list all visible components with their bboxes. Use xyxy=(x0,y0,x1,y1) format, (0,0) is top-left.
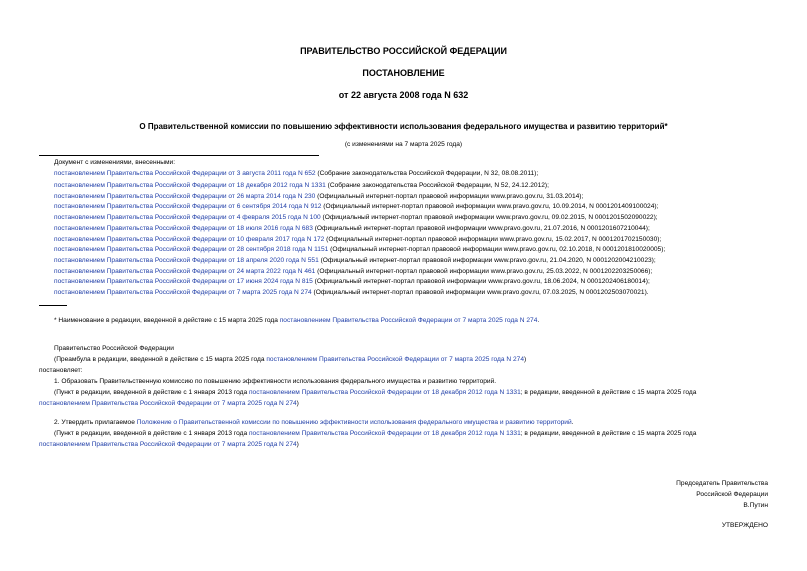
note-text: (Пункт в редакции, введенной в действие с 1 января 2013 года xyxy=(54,430,249,437)
amendment-link[interactable]: постановлением Правительства Российской Федерации от 6 сентября 2014 года N 912 xyxy=(54,203,322,210)
list-item xyxy=(54,194,583,201)
footnote-rule xyxy=(39,305,67,306)
amendment-source: (Официальный интернет-портал правовой информации www.pravo.gov.ru, 25.03.2022, N 0001202203250066); xyxy=(315,268,653,275)
changes-top-rule xyxy=(39,155,319,156)
list-item xyxy=(54,183,549,190)
amendment-source: (Официальный интернет-портал правовой информации www.pravo.gov.ru, 09.02.2015, N 0001201502090022); xyxy=(320,214,658,221)
paragraph-2-text: 2. Утвердить прилагаемое xyxy=(54,419,137,426)
paragraph-2-note-cont xyxy=(39,442,299,449)
amendment-link[interactable]: постановлением Правительства Российской Федерации от 7 марта 2025 года N 274 xyxy=(54,289,312,296)
amendment-source: (Собрание законодательства Российской Федерации, N 52, 24.12.2012); xyxy=(325,182,549,189)
preamble-link[interactable]: постановлением Правительства Российской Федерации от 7 марта 2025 года N 274 xyxy=(266,356,524,363)
amendment-source: (Официальный интернет-портал правовой информации www.pravo.gov.ru, 15.02.2017, N 0001201702150030); xyxy=(324,236,662,243)
amendment-link[interactable]: постановлением Правительства Российской Федерации от 18 декабря 2012 года N 1331 xyxy=(54,182,326,189)
note-link[interactable]: постановлением Правительства Российской Федерации от 18 декабря 2012 года N 1331 xyxy=(248,389,521,396)
amendment-source: (Официальный интернет-портал правовой информации www.pravo.gov.ru, 21.07.2016, N 0001201607210044); xyxy=(312,225,650,232)
amendment-link[interactable]: постановлением Правительства Российской Федерации от 3 августа 2011 года N 652 xyxy=(54,170,316,177)
paragraph-1-note xyxy=(54,390,696,397)
amendment-source: (Официальный интернет-портал правовой информации www.pravo.gov.ru, 21.04.2020, N 0001202004210023); xyxy=(318,257,656,264)
paragraph-2-end: . xyxy=(571,419,574,426)
note-end: ) xyxy=(296,400,299,407)
amendment-link[interactable]: постановлением Правительства Российской Федерации от 18 апреля 2020 года N 551 xyxy=(54,257,319,264)
amendment-source: (Официальный интернет-портал правовой информации www.pravo.gov.ru, 07.03.2025, N 0001202503070021). xyxy=(311,289,649,296)
list-item xyxy=(54,247,665,254)
footnote-link[interactable]: постановлением Правительства Российской Федерации от 7 марта 2025 года N 274 xyxy=(279,317,538,324)
document-type: ПОСТАНОВЛЕНИЕ xyxy=(362,68,445,78)
preamble-text: (Преамбула в редакции, введенной в действие с 15 марта 2025 года xyxy=(54,356,267,363)
note-text: ; в редакции, введенной в действие с 15 марта 2025 года xyxy=(520,389,697,396)
paragraph-1: 1. Образовать Правительственную комиссию по повышению эффективности использования федерального имущества и развитию территорий. xyxy=(54,378,497,385)
amendment-link[interactable]: постановлением Правительства Российской Федерации от 26 марта 2014 года N 230 xyxy=(54,193,316,200)
amendment-source: (Официальный интернет-портал правовой информации www.pravo.gov.ru, 18.06.2024, N 0001202406180014); xyxy=(312,278,650,285)
list-item xyxy=(54,269,652,276)
preamble-note xyxy=(54,357,526,364)
preamble-end: ) xyxy=(524,356,527,363)
document-title: О Правительственной комиссии по повышению эффективности использования федерального имущества и развитию территорий* xyxy=(139,122,668,131)
paragraph-2 xyxy=(54,420,574,427)
paragraph-1-note-cont xyxy=(39,401,299,408)
list-item xyxy=(54,226,650,233)
amendment-source: (Официальный интернет-портал правовой информации www.pravo.gov.ru, 02.10.2018, N 0001201810020005); xyxy=(328,246,666,253)
amendment-source: (Официальный интернет-портал правовой информации www.pravo.gov.ru, 10.09.2014, N 0001201409100024); xyxy=(321,203,659,210)
approved-stamp: УТВЕРЖДЕНО xyxy=(721,522,768,529)
amendment-link[interactable]: постановлением Правительства Российской Федерации от 10 февраля 2017 года N 172 xyxy=(54,236,325,243)
amendment-source: (Собрание законодательства Российской Федерации, N 32, 08.08.2011); xyxy=(315,170,539,177)
changes-intro: Документ с изменениями, внесенными: xyxy=(54,159,176,166)
amendment-link[interactable]: постановлением Правительства Российской Федерации от 24 марта 2022 года N 461 xyxy=(54,268,316,275)
paragraph-2-note xyxy=(54,431,696,438)
list-item xyxy=(54,258,656,265)
list-item xyxy=(54,171,538,178)
note-link[interactable]: постановлением Правительства Российской Федерации от 18 декабря 2012 года N 1331 xyxy=(248,430,521,437)
footnote-text: * Наименование в редакции, введенной в действие с 15 марта 2025 года xyxy=(54,317,280,324)
signature-country: Российской Федерации xyxy=(696,491,768,498)
government-subject: Правительство Российской Федерации xyxy=(54,345,174,352)
note-end: ) xyxy=(296,441,299,448)
footnote xyxy=(54,318,539,325)
list-item xyxy=(54,279,650,286)
signature-name: В.Путин xyxy=(743,502,768,509)
government-heading: ПРАВИТЕЛЬСТВО РОССИЙСКОЙ ФЕДЕРАЦИИ xyxy=(300,46,507,56)
signature-role: Председатель Правительства xyxy=(676,480,768,487)
footnote-end: . xyxy=(537,317,540,324)
note-text: ; в редакции, введенной в действие с 15 марта 2025 года xyxy=(520,430,697,437)
amendment-link[interactable]: постановлением Правительства Российской Федерации от 28 сентября 2018 года N 1151 xyxy=(54,246,329,253)
note-text: (Пункт в редакции, введенной в действие с 1 января 2013 года xyxy=(54,389,249,396)
note-link[interactable]: постановлением Правительства Российской Федерации от 7 марта 2025 года N 274 xyxy=(39,400,297,407)
amendment-link[interactable]: постановлением Правительства Российской Федерации от 18 июля 2016 года N 683 xyxy=(54,225,313,232)
list-item xyxy=(54,204,658,211)
list-item xyxy=(54,290,649,297)
document-date: от 22 августа 2008 года N 632 xyxy=(338,90,469,100)
amendment-link[interactable]: постановлением Правительства Российской Федерации от 4 февраля 2015 года N 100 xyxy=(54,214,321,221)
amendment-source: (Официальный интернет-портал правовой информации www.pravo.gov.ru, 31.03.2014); xyxy=(315,193,584,200)
list-item xyxy=(54,237,661,244)
edition-note: (с изменениями на 7 марта 2025 года) xyxy=(344,141,463,148)
decides-label: постановляет: xyxy=(39,367,83,374)
note-link[interactable]: постановлением Правительства Российской Федерации от 7 марта 2025 года N 274 xyxy=(39,441,297,448)
list-item xyxy=(54,215,658,222)
regulation-link[interactable]: Положение о Правительственной комиссии по повышению эффективности использования федерального имущества и развитию территорий xyxy=(136,419,572,426)
amendment-link[interactable]: постановлением Правительства Российской Федерации от 17 июня 2024 года N 815 xyxy=(54,278,313,285)
